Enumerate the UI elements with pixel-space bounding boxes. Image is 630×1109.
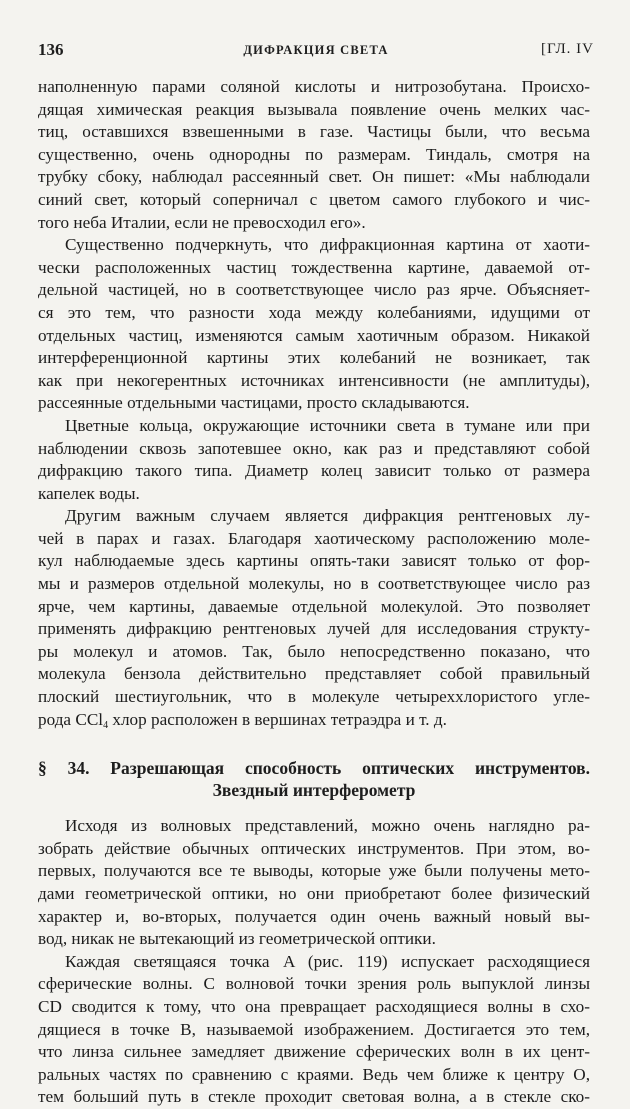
- running-title: ДИФРАКЦИЯ СВЕТА: [243, 43, 389, 57]
- text-line: плоский шестиугольник, что в молекуле четыреххлористого угле-: [38, 687, 590, 707]
- page-body: [38, 76, 590, 1109]
- text-line: CD сводится к тому, что она превращает расходящиеся волны в схо-: [38, 996, 590, 1016]
- text-line: мы и размеров отдельной молекулы, но в соответствующее число раз: [38, 574, 590, 594]
- text-line: характер и, во-вторых, получается один очень важный новый вы-: [38, 906, 590, 926]
- text-line: зобрать действие обычных оптических инструментов. При этом, во-: [38, 838, 590, 858]
- text-line: отдельных частиц, изменяются самым хаотичным образом. Никакой: [38, 325, 590, 345]
- text-line: наполненную парами соляной кислоты и нитрозобутана. Происхо-: [38, 77, 590, 96]
- text-line: тем больший путь в стекле проходит световая волна, а в стекле ско-: [38, 1087, 590, 1107]
- paragraph-xray-diffraction: [38, 505, 590, 731]
- page-header: [38, 40, 594, 60]
- paragraph-lens: [38, 951, 590, 1109]
- text-line: Существенно подчеркнуть, что дифракционная картина от хаоти-: [65, 235, 590, 255]
- text-line: чей в парах и газах. Благодаря хаотическому расположению моле-: [38, 528, 590, 548]
- text-line: наблюдении сквозь запотевшее окно, как раз и представляют собой: [38, 438, 590, 458]
- text-line: молекула бензола действительно представляет собой правильный: [38, 664, 590, 684]
- text-line: дящиеся в точке B, называемой изображением. Достигается это тем,: [38, 1019, 590, 1039]
- text-line: капелек воды.: [38, 483, 140, 503]
- formula-text: рода CCl: [38, 709, 104, 729]
- text-line: ральных частях по сравнению с краями. Ведь чем ближе к центру O,: [38, 1064, 590, 1084]
- text-line: синий свет, который соперничал с цветом самого глубокого и чис-: [38, 189, 590, 209]
- text-line: дящая химическая реакция вызывала появление очень мелких час-: [38, 99, 590, 119]
- text-line: чески расположенных частиц тождественна картине, даваемой от-: [38, 257, 590, 277]
- text-line: вод, никак не вытекающий из геометрической оптики.: [38, 929, 436, 949]
- text-line: дельной частицей, но в соответствующее число раз ярче. Объясняет-: [38, 280, 590, 300]
- text-line: существенно, очень однородны по размерам. Тиндаль, смотря на: [38, 144, 590, 164]
- text-fragment: хлор расположен в вершинах тетраэдра и т. д.: [108, 709, 447, 729]
- text-line: что линза сильнее замедляет движение сферических волн в их цент-: [38, 1042, 590, 1062]
- text-line: рассеянные отдельными частицами, просто складываются.: [38, 393, 470, 413]
- text-line: трубку сбоку, наблюдал рассеянный свет. Он пишет: «Мы наблюдали: [38, 167, 590, 187]
- text-line: первых, получаются все те выводы, которые уже были получены мето-: [38, 861, 590, 881]
- section-subtitle: Звездный интерферометр: [212, 780, 416, 801]
- text-line: ся это тем, что разности хода между колебаниями, идущими от: [38, 302, 590, 322]
- text-line: Исходя из волновых представлений, можно очень наглядно ра-: [65, 816, 590, 836]
- text-line: тиц, оставшихся взвешенными в газе. Частицы были, что весьма: [38, 122, 590, 142]
- section-title-line: § 34. Разрешающая способность оптических инструментов.: [38, 758, 590, 779]
- text-line: как при некогерентных источниках интенсивности (не амплитуды),: [38, 370, 590, 390]
- chapter-label: [ГЛ. IV: [540, 41, 594, 57]
- text-line: кул наблюдаемые здесь картины опять-таки зависят только от фор-: [38, 551, 590, 571]
- text-line: Цветные кольца, окружающие источники света в тумане или при: [65, 415, 590, 435]
- section-heading: [38, 757, 590, 801]
- page-number: 136: [38, 40, 64, 59]
- text-line: дами геометрической оптики, но они приобретают более физический: [38, 884, 590, 903]
- formula-subscript: 4: [103, 719, 109, 731]
- text-line: ры молекул и атомов. Так, было непосредственно показано, что: [38, 641, 590, 661]
- text-line: сферические волны. С волновой точки зрения роль выпуклой линзы: [38, 974, 590, 994]
- paragraph-colored-rings: [38, 415, 590, 505]
- paragraph-chaotic-particles: [38, 234, 590, 415]
- text-line: Каждая светящаяся точка A (рис. 119) испускает расходящиеся: [65, 951, 590, 971]
- text-line: ярче, чем картины, даваемые отдельной молекулой. Это позволяет: [38, 596, 590, 616]
- text-line: [38, 709, 590, 732]
- paragraph-wave-view: [38, 815, 590, 951]
- text-line: применять дифракцию рентгеновых лучей для исследования структу-: [38, 619, 590, 639]
- text-line: Другим важным случаем является дифракция рентгеновых лу-: [65, 506, 590, 526]
- text-line: дифракцию такого типа. Диаметр колец зависит только от размера: [38, 461, 590, 481]
- text-line: того неба Италии, если не превосходил его».: [38, 212, 366, 232]
- paragraph-tyndall: [38, 76, 590, 234]
- text-line: интерференционной картины этих колебаний не возникает, так: [38, 348, 590, 368]
